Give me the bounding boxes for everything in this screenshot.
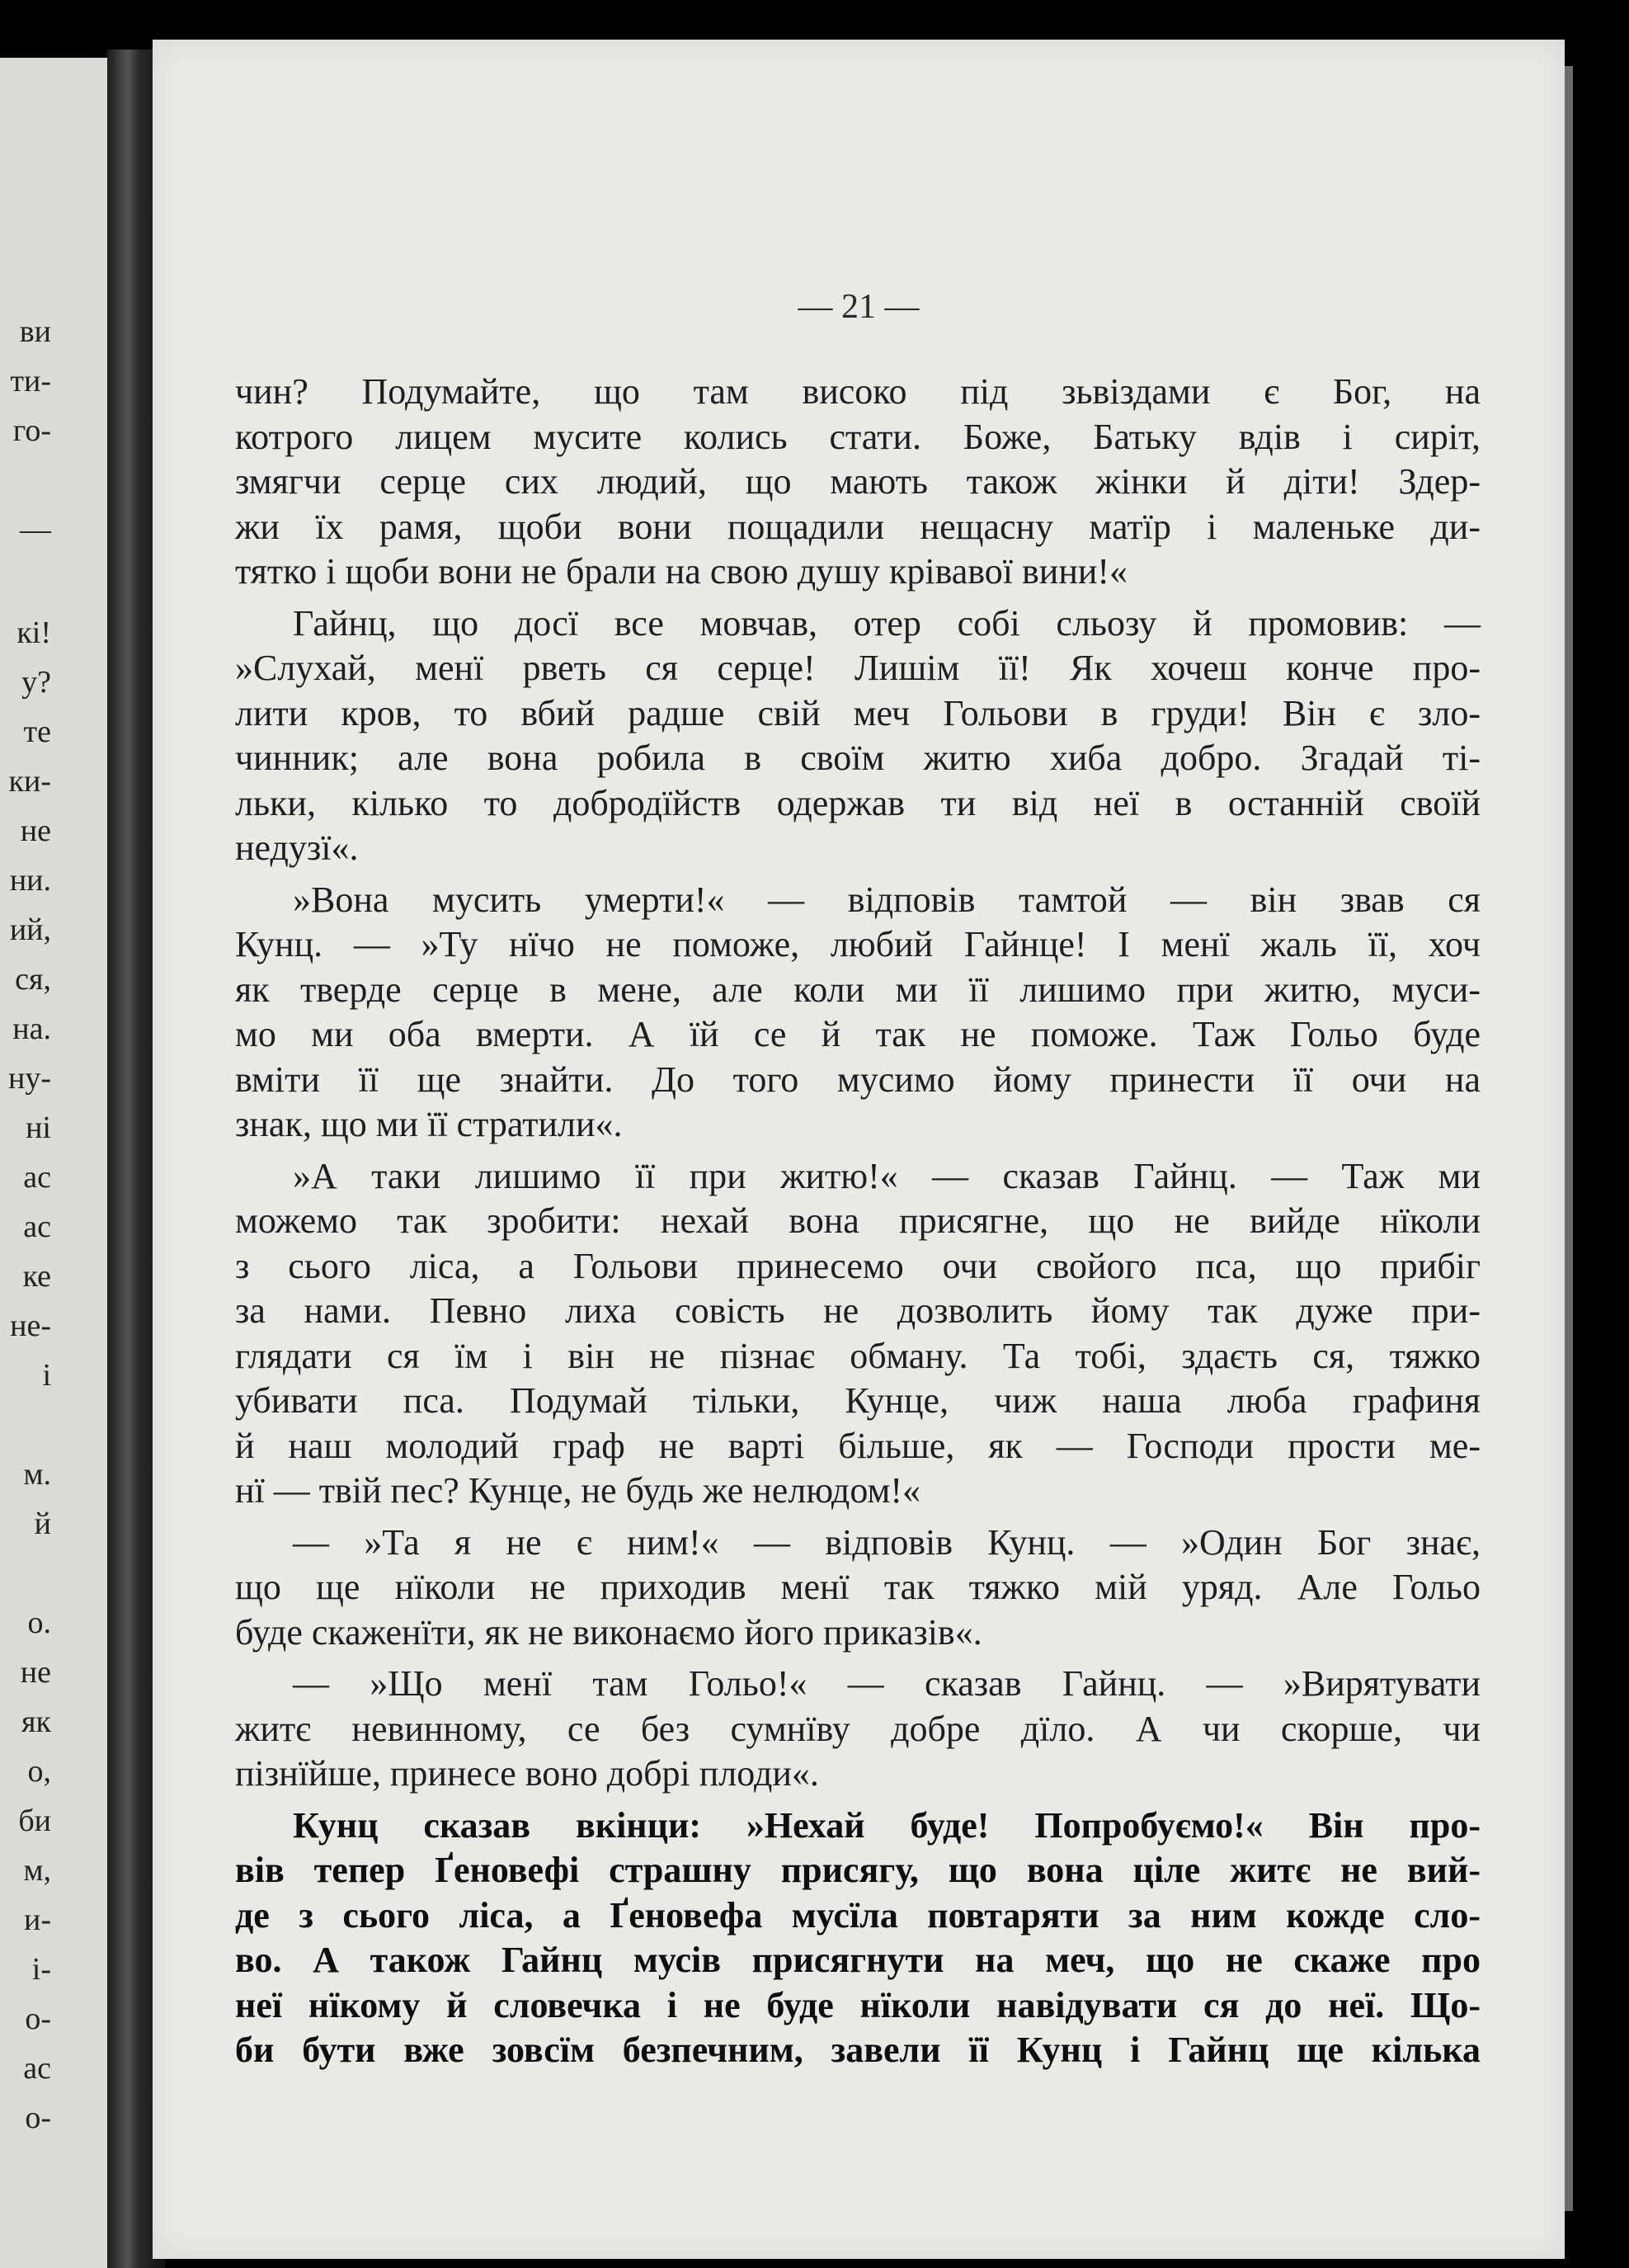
text-line: Кунц. — »Ту нїчо не поможе, любий Гайнце! І менї жаль її, хоч (235, 924, 1481, 964)
left-page-text-fragment: на. (12, 1011, 51, 1046)
left-page-text-fragment: ви (19, 314, 51, 349)
left-page-text-fragment: би (18, 1804, 51, 1838)
left-page-text-fragment: м. (23, 1457, 51, 1492)
body-text (235, 370, 1481, 2073)
text-line: жи їх рамя, щоби вони пощадили нещасну матїр і маленьке ди- (235, 506, 1481, 547)
left-page-text-fragment: ні (26, 1110, 51, 1145)
text-line: можемо так зробити: нехай вона присягне, що не вийде нїколи (235, 1200, 1481, 1241)
left-page-text-fragment: ки- (8, 764, 51, 799)
text-line: вміти її ще знайти. До того мусимо йому принести її очи на (235, 1059, 1481, 1100)
text-line: вів тепер Ґеновефі страшну присягу, що вона ціле житє не вий- (235, 1850, 1481, 1890)
text-line: знак, що ми її стратили«. (235, 1104, 623, 1144)
left-page-text-fragment: не (20, 1655, 51, 1690)
text-line: »Слухай, менї рветь ся серце! Лишім її! Як хочеш конче про- (235, 648, 1481, 688)
text-line: як тверде серце в мене, але коли ми її лишимо при житю, муси- (235, 969, 1481, 1010)
left-page-text-fragment: те (23, 714, 51, 749)
left-page-text-fragment: ас (23, 1160, 51, 1195)
text-line: неї нїкому й словечка і не буде нїколи навідувати ся до неї. Що- (235, 1984, 1481, 2025)
text-line: котрого лицем мусите колись стати. Боже, Батьку вдів і сиріт, (235, 416, 1481, 457)
text-line: де з сього ліса, а Ґеновефа мусїла повтаряти за ним кожде сло- (235, 1894, 1481, 1936)
left-page-text-fragment: — (20, 512, 51, 547)
text-line: »Вона мусить умерти!« — відповів тамтой — він звав ся (293, 879, 1481, 920)
text-line: глядати ся їм і він не пізнає обману. Та тобі, здаєть ся, тяжко (235, 1335, 1481, 1376)
text-line: буде скаженїти, як не виконаємо його приказів«. (235, 1611, 982, 1653)
text-line: Кунц сказав вкінци: »Нехай буде! Попробуємо!« Він про- (293, 1804, 1481, 1846)
text-line: льки, кілько то добродїйств одержав ти від неї в останній своїй (235, 782, 1481, 823)
left-page-text-fragment: не- (10, 1308, 51, 1343)
text-line: »А таки лишимо її при житю!« — сказав Гайнц. — Таж ми (293, 1155, 1481, 1196)
text-line: — »Що менї там Гольо!« — сказав Гайнц. — »Вирятувати (293, 1663, 1481, 1704)
left-page-text-fragment: ну- (8, 1061, 51, 1096)
text-line: що ще нїколи не приходив менї так тяжко мій уряд. Але Гольо (235, 1567, 1481, 1607)
text-line: во. А також Гайнц мусів присягнути на меч, що не скаже про (235, 1940, 1481, 1980)
text-line: Гайнц, що досї все мовчав, отер собі сльозу й промовив: — (293, 602, 1481, 644)
text-line: й наш молодий граф не варті більше, як — Господи прости ме- (235, 1425, 1481, 1466)
left-page-text-fragment: м, (23, 1853, 51, 1888)
left-page-text-fragment: и- (24, 1903, 51, 1937)
text-line: змягчи серце сих людий, що мають також жінки й діти! Здер- (235, 461, 1481, 502)
text-line: би бути вже зовсїм безпечним, завели її Кунц і Гайнц ще кілька (235, 2030, 1481, 2070)
left-page-text-fragment: го- (12, 413, 51, 448)
text-line: нї — твій пес? Кунце, не будь же нелюдом!« (235, 1470, 920, 1511)
left-page-text-fragment: і (42, 1358, 51, 1393)
left-page-text-fragment: ий, (9, 912, 51, 947)
left-page-text-fragment: як (21, 1705, 51, 1739)
left-page-text-fragment: ся, (15, 962, 51, 997)
text-line: чинник; але вона робила в своїм житю хиба добро. Згадай ті- (235, 738, 1481, 778)
left-page-text-fragment: о. (27, 1606, 51, 1640)
left-page-text-fragment: й (34, 1506, 51, 1541)
page-number: — 21 — (798, 288, 920, 326)
book-page (153, 40, 1565, 2259)
text-line: житє невинному, се без сумнїву добре дїло. А чи скорше, чи (235, 1708, 1481, 1749)
text-line: з сього ліса, а Гольови принесемо очи свойого пса, що прибіг (235, 1245, 1481, 1286)
left-page-text-fragment: о, (27, 1754, 51, 1789)
left-page-text-fragment: кі! (16, 615, 51, 650)
text-line: тятко і щоби вони не брали на свою душу крівавої вини!« (235, 551, 1128, 592)
text-line: убивати пса. Подумай тільки, Кунце, чиж наша люба графиня (235, 1380, 1481, 1421)
left-page-text-fragment: ке (22, 1259, 51, 1294)
left-page-text-fragment: і- (31, 1952, 51, 1987)
text-line: пізнїйше, принесе воно добрі плоди«. (235, 1753, 819, 1794)
text-line: мо ми оба вмерти. А їй се й так не поможе. Таж Гольо буде (235, 1014, 1481, 1054)
text-line: недузї«. (235, 828, 359, 868)
left-page-text-fragment: не (20, 813, 51, 848)
left-page-text-fragment: ас (23, 2051, 51, 2086)
left-page-text-fragment: ас (23, 1209, 51, 1244)
left-page-text-fragment: ти- (10, 364, 51, 398)
left-page-text-fragment: о- (25, 2101, 51, 2135)
left-page-text-fragment: ни. (9, 863, 51, 898)
text-line: лити кров, то вбий радше свій меч Гольови в груди! Він є зло- (235, 692, 1481, 733)
text-line: — »Та я не є ним!« — відповів Кунц. — »Один Бог знає, (293, 1521, 1481, 1563)
text-line: за нами. Певно лиха совість не дозволить йому так дуже при- (235, 1290, 1481, 1331)
left-page-text-fragment: о- (25, 2002, 51, 2036)
page-edge (1565, 66, 1573, 2211)
text-line: чин? Подумайте, що там високо під зьвіздами є Бог, на (235, 371, 1481, 412)
left-page-text-fragment: у? (21, 665, 51, 700)
